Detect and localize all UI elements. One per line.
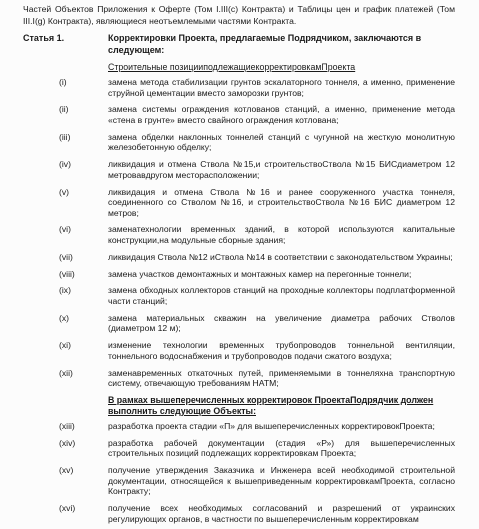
objects-items-list — [23, 421, 455, 524]
list-item-text: замена обходных коллекторов станций на проходные коллекторы подплатформенной части станций; — [108, 285, 455, 306]
list-item-text: получение утверждения Заказчика и Инженера всей необходимой строительной документации, относящейся к вышеприведенным корректировкамПроекта, согласно Контракту; — [108, 465, 455, 497]
list-item-text: изменение технологии временных трубопроводов тоннельной вентиляции, тоннельного водоснабжения и трубопроводов подачи сжатого воздуха; — [108, 340, 455, 361]
list-item-number: (xvi) — [59, 503, 76, 514]
list-item-number: (ii) — [59, 104, 69, 115]
list-item-number: (iv) — [59, 159, 71, 170]
list-item — [23, 503, 455, 524]
list-item-number: (v) — [59, 186, 70, 197]
list-item — [23, 104, 455, 125]
list-item-number: (xii) — [59, 367, 73, 378]
list-item-number: (i) — [59, 77, 67, 87]
list-item-text: заменатехнологии временных зданий, в которой используются капитальные конструкции,на модульные сборные здания; — [108, 224, 455, 246]
list-item — [23, 224, 455, 245]
list-item-text: разработка рабочей документации (стадия «Р») для вышеперечисленных строительных позиций подлежащих корректировкам Проекта; — [108, 437, 455, 459]
list-item — [23, 187, 455, 219]
list-item-number: (xiii) — [59, 420, 75, 431]
list-item-text: замена материальных скважин на увеличение диаметра рабочих Стволов (диаметром 12 м); — [108, 312, 455, 334]
list-item-text: заменавременных откаточных путей, применяемыми в тоннеляхна транспортную систему, отвечающую требованиям НАТМ; — [108, 367, 455, 389]
list-item-number: (xiv) — [59, 437, 76, 448]
list-item-text: разработка проекта стадии «П» для вышеперечисленных корректировокПроекта; — [108, 420, 435, 431]
construction-items-list — [23, 77, 455, 389]
list-item-text: ликвидация и отмена Ствола №16 и ранее сооруженного участка тоннеля, соединенного со Стволом №16, и строительствоСтвола №16 БИС диаметром 12 метров; — [108, 186, 455, 218]
list-item-number: (vii) — [59, 251, 73, 262]
list-item-number: (xi) — [59, 340, 71, 351]
list-item-text: замена участков демонтажных и монтажных камер на перегонные тоннели; — [108, 268, 412, 279]
list-item — [23, 368, 455, 389]
list-item-number: (vi) — [59, 224, 71, 235]
list-item-number: (viii) — [59, 268, 75, 279]
list-item — [23, 465, 455, 497]
list-item — [23, 285, 455, 306]
section-title-objects: В рамках вышеперечисленных корректировок ПроектаПодрядчик должен выполнить следующие Объекты: — [108, 394, 434, 416]
list-item — [23, 313, 455, 334]
list-item-text: замена метода стабилизации грунтов эскалаторного тоннеля, а именно, применение струйной цементации вместо заморозки грунтов; — [108, 77, 455, 98]
list-item-number: (x) — [59, 312, 70, 323]
list-item — [23, 438, 455, 459]
article-title: Корректировки Проекта, предлагаемые Подрядчиком, заключаются в следующем: — [108, 33, 422, 55]
list-item-text: замена обделки наклонных тоннелей станций с чугунной на жесткую монолитную железобетонную обделку; — [108, 131, 455, 153]
list-item — [23, 132, 455, 153]
list-item — [23, 269, 455, 280]
article-heading — [23, 33, 455, 56]
list-item-number: (iii) — [59, 131, 71, 142]
list-item-number: (ix) — [59, 285, 71, 296]
list-item-text: замена системы ограждения котлованов станций, а именно, применение метода «стена в грунте» вместо свайного ограждения котлована; — [108, 104, 455, 125]
section-title-construction: Строительные позицииподлежащиекорректировкамПроекта — [108, 62, 356, 72]
list-item-number: (xv) — [59, 465, 74, 476]
list-item — [23, 421, 455, 432]
list-item — [23, 340, 455, 361]
list-item-text: ликвидация Ствола №12 иСтвола №14 в соответствии с законодательством Украины; — [108, 251, 453, 262]
list-item-text: ликвидация и отмена Ствола №15,и строительствоСтвола №15 БИСдиаметром 12 метровавдругом месторасположении; — [108, 159, 455, 180]
list-item — [23, 252, 455, 263]
article-number: Статья 1. — [23, 33, 65, 43]
list-item — [23, 159, 455, 180]
intro-paragraph: Частей Объектов Приложения к Оферте (Том I.III(с) Контракта) и Таблицы цен и график платежей (Том III.I(g) Контракта), являющиеся неотъемлемыми частями Контракта. — [23, 4, 455, 26]
list-item-text: получение всех необходимых согласований и разрешений от украинских регулирующих органов, в частности по вышеперечисленным корректировкам — [108, 503, 455, 524]
list-item — [23, 77, 455, 98]
